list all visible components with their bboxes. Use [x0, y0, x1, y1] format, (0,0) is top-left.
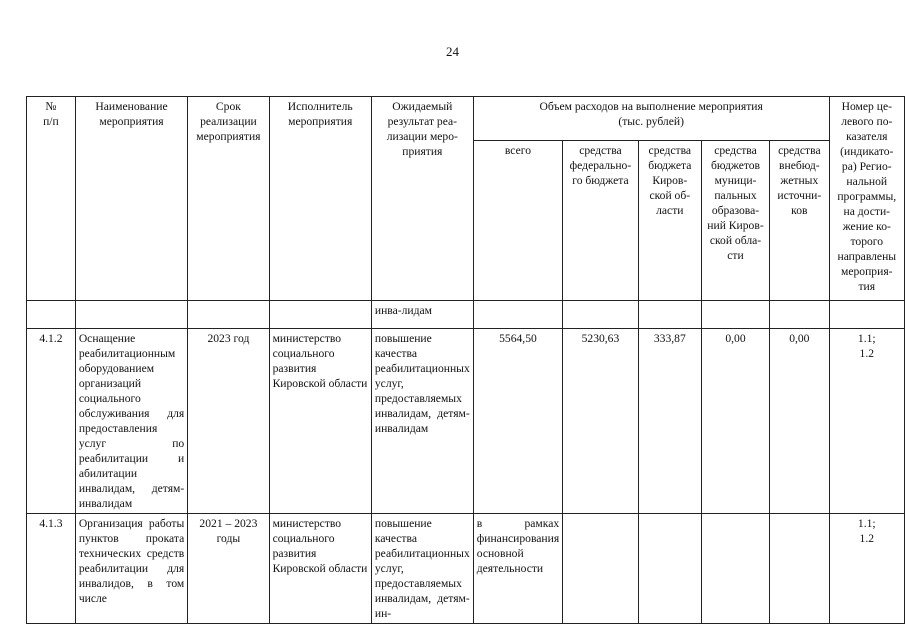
header-expenses-group: Объем расходов на выполнение мероприятия (тыс. рублей): [473, 97, 829, 141]
row-executor: министерство социального развития Кировской области: [269, 329, 371, 514]
activities-table: [26, 96, 905, 624]
header-name: Наименование мероприятия: [75, 97, 187, 301]
table-row: [27, 514, 905, 624]
header-total: всего: [473, 141, 562, 301]
row-regional: 333,87: [638, 329, 701, 514]
row-result: повышение качества реабилитационных услуг, предоставляемых инвалидам, детям-ин-: [371, 514, 473, 624]
row-regional: [638, 514, 701, 624]
header-municipal: средства бюджетов муници- пальных образова- ний Киров- ской обла- сти: [701, 141, 769, 301]
row-total: 5564,50: [473, 329, 562, 514]
header-federal: средства федерально- го бюджета: [563, 141, 639, 301]
header-term: Срок реализации мероприятия: [188, 97, 269, 301]
page-number: 24: [446, 44, 459, 59]
row-extrabudget: 0,00: [770, 329, 829, 514]
row-federal: 5230,63: [563, 329, 639, 514]
row-extrabudget: [770, 514, 829, 624]
row-term: 2023 год: [188, 329, 269, 514]
continuation-row: [27, 301, 905, 329]
row-municipal: 0,00: [701, 329, 769, 514]
header-result: Ожидаемый результат реа- лизации меро- приятия: [371, 97, 473, 301]
row-term: 2021 – 2023 годы: [188, 514, 269, 624]
row-municipal: [701, 514, 769, 624]
row-num: 4.1.2: [27, 329, 76, 514]
header-extrabudget: средства внебюд- жетных источни- ков: [770, 141, 829, 301]
table-row: [27, 329, 905, 514]
row-indicator: 1.1; 1.2: [829, 329, 904, 514]
row-name: Оснащение реабилитационным оборудованием организаций социального обслуживания для предоставления услуг по реабилитации и абилитации инвалидам, детям-инвалидам: [75, 329, 187, 514]
row-num: 4.1.3: [27, 514, 76, 624]
row-total: в рамках финансирования основной деятельности: [473, 514, 562, 624]
header-indicator: Номер це- левого по- казателя (индикато- ра) Регио- нальной программы, на дости- жение ко- торого направлены мероприя- тия: [829, 97, 904, 301]
row-name: Организация работы пунктов проката технических средств реабилитации для инвалидов, в том числе: [75, 514, 187, 624]
row-federal: [563, 514, 639, 624]
header-regional: средства бюджета Киров- ской об- ласти: [638, 141, 701, 301]
continuation-result: инва-лидам: [371, 301, 473, 329]
header-executor: Исполнитель мероприятия: [269, 97, 371, 301]
header-num: № п/п: [27, 97, 76, 301]
row-executor: министерство социального развития Кировской области: [269, 514, 371, 624]
row-result: повышение качества реабилитационных услуг, предоставляемых инвалидам, детям-инвалидам: [371, 329, 473, 514]
row-indicator: 1.1; 1.2: [829, 514, 904, 624]
